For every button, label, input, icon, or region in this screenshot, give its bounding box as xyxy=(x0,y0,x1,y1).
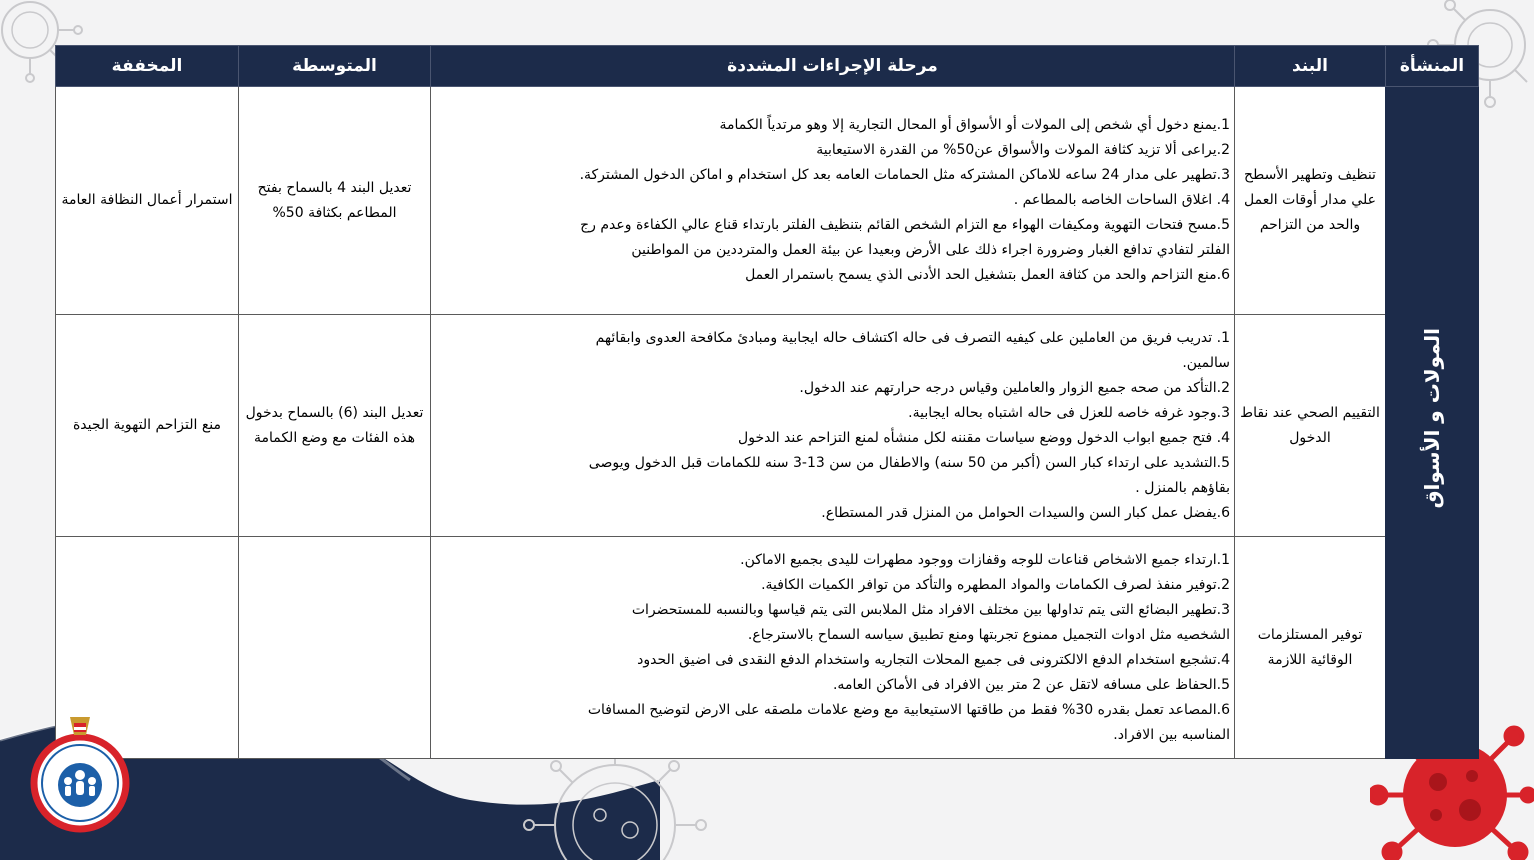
strict-measures-cell xyxy=(431,315,1235,537)
measure-line: 2.يراعى ألا تزيد كثافة المولات والأسواق عن50% من القدرة الاستيعابية xyxy=(816,142,1230,158)
strict-measures-cell xyxy=(431,537,1235,759)
item-cell: التقييم الصحي عند نقاط الدخول xyxy=(1235,315,1386,537)
measure-line: 4. فتح جميع ابواب الدخول ووضع سياسات مقننه لكل منشأه لمنع التزاحم عند الدخول xyxy=(738,429,1230,446)
measure-line: 3.تطهير البضائع التى يتم تداولها بين مختلف الافراد مثل الملابس التى يتم قياسها وبالنسبه للمستحضرات xyxy=(631,601,1230,618)
medium-cell: تعديل البند 4 بالسماح بفتح المطاعم بكثافة 50% xyxy=(239,87,431,315)
measure-line: 3.وجود غرفه خاصه للعزل فى حاله اشتباه بحاله ايجابية. xyxy=(908,404,1230,421)
header-item: البند xyxy=(1235,46,1386,87)
facility-name: المولات و الأسواق xyxy=(1419,327,1444,509)
medium-cell: تعديل البند (6) بالسماح بدخول هذه الفئات مع وضع الكمامة xyxy=(239,315,431,537)
table-row xyxy=(56,87,1479,315)
measure-line: 6.المصاعد تعمل بقدره 30% فقط من طاقتها الاستيعابية مع وضع علامات ملصقه على الارض لتوضيح المسافات xyxy=(587,701,1230,718)
light-cell: منع التزاحم التهوية الجيدة xyxy=(56,315,239,537)
measure-line: بقاؤهم بالمنزل . xyxy=(1135,479,1230,496)
measure-line: 2.التأكد من صحه جميع الزوار والعاملين وقياس درجه حرارتهم عند الدخول. xyxy=(799,379,1230,396)
measure-line: 1.يمنع دخول أي شخص إلى المولات أو الأسواق أو المحال التجارية إلا وهو مرتدياً الكمامة xyxy=(719,117,1230,133)
measure-line: المناسبه بين الافراد. xyxy=(1113,726,1230,743)
table-row xyxy=(56,315,1479,537)
table-header-row xyxy=(56,46,1479,87)
item-cell: توفير المستلزمات الوقائية اللازمة xyxy=(1235,537,1386,759)
header-medium-phase: المتوسطة xyxy=(239,46,431,87)
measure-line: 2.توفير منفذ لصرف الكمامات والمواد المطهره والتأكد من توافر الكميات الكافية. xyxy=(761,576,1230,593)
header-strict-phase: مرحلة الإجراءات المشددة xyxy=(431,46,1235,87)
measure-line: الشخصيه مثل ادوات التجميل ممنوع تجربتها ومنع تطبيق سياسه السماح بالاسترجاع. xyxy=(747,626,1230,643)
measure-line: 6.منع التزاحم والحد من كثافة العمل بتشغيل الحد الأدنى الذي يسمح باستمرار العمل xyxy=(745,267,1230,283)
measure-line: 1.ارتداء جميع الاشخاص قناعات للوجه وقفازات ووجود مطهرات لليدى بجميع الاماكن. xyxy=(740,551,1230,568)
measure-line: 5.مسح فتحات التهوية ومكيفات الهواء مع التزام الشخص القائم بتنظيف الفلتر بارتداء قناع عالي الكفاءة وعدم رج xyxy=(580,217,1230,233)
measures-table xyxy=(55,45,1479,759)
measure-line: الفلتر لتفادي تدافع الغبار وضرورة اجراء ذلك على الأرض وبعيدا عن بيئة العمل والمترددين من المواطنين xyxy=(631,242,1230,258)
measure-line: 4.تشجيع استخدام الدفع الالكترونى فى جميع المحلات التجاريه واستخدام الدفع النقدى فى اضيق الحدود xyxy=(637,651,1230,668)
measure-line: 4. اغلاق الساحات الخاصه بالمطاعم . xyxy=(1013,192,1230,208)
medium-cell xyxy=(239,537,431,759)
header-light-phase: المخففة xyxy=(56,46,239,87)
header-facility: المنشأة xyxy=(1386,46,1479,87)
light-cell: استمرار أعمال النظافة العامة xyxy=(56,87,239,315)
facility-cell xyxy=(1386,87,1479,759)
measure-line: 5.الحفاظ على مسافه لاتقل عن 2 متر بين الافراد فى الأماكن العامه. xyxy=(832,676,1230,693)
measure-line: 1. تدريب فريق من العاملين على كيفيه التصرف فى حاله اكتشاف حاله ايجابية ومبادئ مكافحة العدوى وابقائهم xyxy=(595,329,1230,346)
measure-line: 6.يفضل عمل كبار السن والسيدات الحوامل من المنزل قدر المستطاع. xyxy=(821,504,1230,521)
measure-line: 5.التشديد على ارتداء كبار السن (أكبر من 50 سنه) والاطفال من سن 13-3 سنه للكمامات قبل الدخول ويوصى xyxy=(588,454,1230,471)
table-row xyxy=(56,537,1479,759)
measure-line: سالمين. xyxy=(1182,354,1230,371)
strict-measures-cell xyxy=(431,87,1235,315)
measure-line: 3.تطهير على مدار 24 ساعه للاماكن المشتركه مثل الحمامات العامه بعد كل استخدام و اماكن الدخول المشتركة. xyxy=(579,167,1230,183)
item-cell: تنظيف وتطهير الأسطح علي مدار أوقات العمل والحد من التزاحم xyxy=(1235,87,1386,315)
ministry-logo xyxy=(30,713,130,838)
